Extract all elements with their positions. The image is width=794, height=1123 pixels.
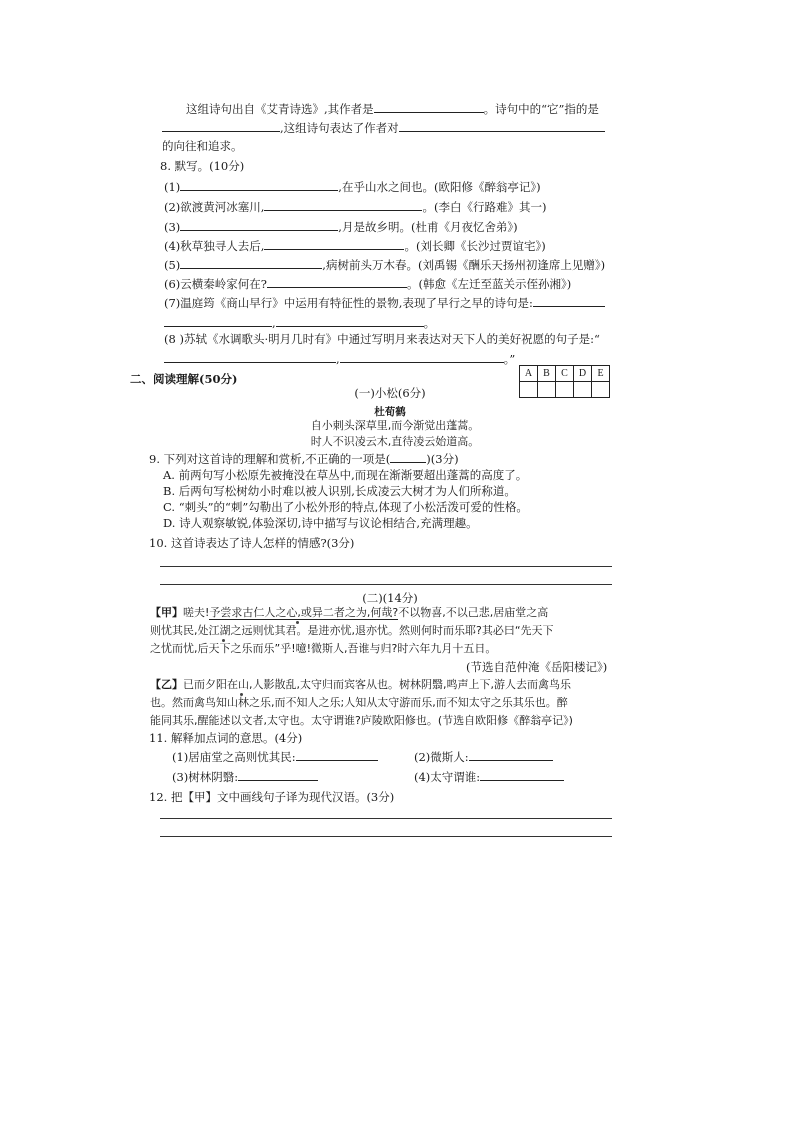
q8-item-8-cont: , 。” <box>164 350 515 367</box>
answer-line[interactable] <box>160 836 612 837</box>
q8-item-1: (1) ,在乎山水之间也。(欧阳修《醉翁亭记》) <box>164 180 541 194</box>
q8-item-2: (2)欲渡黄河冰塞川, 。(李白《行路难》其一) <box>164 200 547 214</box>
poem-author: 杜荀鹤 <box>374 406 406 418</box>
q8-item-5: (5) ,病树前头万木春。(刘禹锡《酬乐天扬州初逢席上见赠》) <box>164 258 606 272</box>
q7-line1: 这组诗句出自《艾青诗选》,其作者是 。诗句中的“它”指的是 <box>186 102 599 116</box>
poem-line: 自小刺头深草里,而今渐觉出蓬蒿。 <box>310 419 480 432</box>
emphasis-dot <box>296 621 299 624</box>
q8-title: 8. 默写。(10分) <box>160 159 245 173</box>
text-yi-line1: 【乙】已而夕阳在山,人影散乱,太守归而宾客从也。树林阴翳,鸣声上下,游人去而禽鸟乐 <box>150 678 571 691</box>
q8-item-4: (4)秋草独寻人去后, 。(刘长卿《长沙过贾谊宅》) <box>164 239 546 253</box>
q8-item-3: (3) ,月是故乡明。(杜甫《月夜忆舍弟》) <box>164 220 518 234</box>
q7-line2: ,这组诗句表达了作者对 <box>162 119 605 136</box>
poem-line: 时人不识凌云木,直待凌云始道高。 <box>310 435 480 448</box>
emphasis-dot <box>222 639 225 642</box>
answer-blank[interactable] <box>164 314 272 327</box>
answer-box-cell[interactable] <box>592 382 610 398</box>
text-jia-source: (节选自范仲淹《岳阳楼记》) <box>466 660 608 674</box>
q8-item-8: (8 )苏轼《水调歌头·明月几时有》中通过写明月来表达对天下人的美好祝愿的句子是:“ <box>164 332 600 346</box>
text-jia-line3: 之忧而忧,后天下之乐而乐”乎!噫!微斯人,吾谁与归?时六年九月十五日。 <box>150 642 497 655</box>
answer-blank[interactable] <box>238 768 318 781</box>
answer-line[interactable] <box>160 818 612 819</box>
q9-option-a: A. 前两句写小松原先被掩没在草丛中,而现在渐渐要超出蓬蒿的高度了。 <box>163 468 528 482</box>
answer-blank[interactable] <box>533 294 605 307</box>
answer-box <box>519 365 610 398</box>
answer-box-label: C <box>556 366 574 382</box>
answer-box-cell[interactable] <box>556 382 574 398</box>
answer-blank[interactable] <box>340 350 504 363</box>
answer-box-cell[interactable] <box>538 382 556 398</box>
answer-blank[interactable] <box>469 748 553 761</box>
text-jia-line1: 【甲】嗟夫!予尝求古仁人之心,或异二者之为,何哉?不以物喜,不以己悲,居庙堂之高 <box>150 606 549 619</box>
answer-box-label: E <box>592 366 610 382</box>
q8-item-7-cont: , 。 <box>164 314 435 331</box>
q7-line3: 的向往和追求。 <box>162 139 243 153</box>
text-yi-line2: 也。然而禽鸟知山林之乐,而不知人之乐;人知从太守游而乐,而不知太守之乐其乐也。醉 <box>150 696 568 709</box>
answer-box-cell[interactable] <box>520 382 538 398</box>
answer-blank[interactable] <box>264 198 422 211</box>
q11-item-1: (1)居庙堂之高则忧其民: <box>172 748 378 765</box>
q9-stem: 9. 下列对这首诗的理解和赏析,不正确的一项是( )(3分) <box>149 452 459 466</box>
q11-item-4: (4)太守谓谁: <box>414 768 564 785</box>
answer-box-label: A <box>520 366 538 382</box>
underlined-sentence: 予尝求古仁人之心,或异二者之为,何哉? <box>209 606 399 619</box>
answer-blank[interactable] <box>267 275 407 288</box>
answer-blank[interactable] <box>264 237 404 250</box>
text-yi-line3: 能同其乐,醒能述以文者,太守也。太守谓谁?庐陵欧阳修也。(节选自欧阳修《醉翁亭记》) <box>150 714 573 727</box>
q11-item-3: (3)树林阴翳: <box>172 768 318 785</box>
answer-blank[interactable] <box>180 178 338 191</box>
answer-blank[interactable] <box>374 100 484 113</box>
q11-item-2: (2)微斯人: <box>414 748 553 765</box>
poem-heading: (一)小松(6分) <box>354 386 426 400</box>
answer-line[interactable] <box>160 584 612 585</box>
answer-blank[interactable] <box>276 314 424 327</box>
q9-option-c: C. “刺头”的“刺”勾勒出了小松外形的特点,体现了小松活泼可爱的性格。 <box>163 500 528 514</box>
text-jia-line2: 则忧其民,处江湖之远则忧其君。是进亦忧,退亦忧。然则何时而乐耶?其必曰“先天下 <box>150 624 554 637</box>
answer-blank[interactable] <box>480 768 564 781</box>
answer-box-label: B <box>538 366 556 382</box>
answer-blank[interactable] <box>162 119 280 132</box>
q8-item-7: (7)温庭筠《商山早行》中运用有特征性的景物,表现了早行之早的诗句是: <box>164 294 605 311</box>
answer-blank[interactable] <box>399 119 605 132</box>
answer-blank[interactable] <box>296 748 378 761</box>
q9-option-b: B. 后两句写松树幼小时难以被人识别,长成凌云大树才为人们所称道。 <box>163 484 516 498</box>
answer-box-label: D <box>574 366 592 382</box>
q11-stem: 11. 解释加点词的意思。(4分) <box>149 731 303 745</box>
answer-box-cell[interactable] <box>574 382 592 398</box>
section-title: 二、阅读理解(50分) <box>130 372 238 386</box>
part2-heading: (二)(14分) <box>362 591 418 605</box>
answer-blank[interactable] <box>180 218 338 231</box>
answer-blank[interactable] <box>390 450 426 463</box>
q10-stem: 10. 这首诗表达了诗人怎样的情感?(3分) <box>149 536 355 550</box>
answer-line[interactable] <box>160 566 612 567</box>
emphasis-dot <box>240 693 243 696</box>
answer-blank[interactable] <box>164 350 336 363</box>
q9-option-d: D. 诗人观察敏锐,体验深切,诗中描写与议论相结合,充满理趣。 <box>163 516 478 530</box>
q12-stem: 12. 把【甲】文中画线句子译为现代汉语。(3分) <box>149 790 395 804</box>
answer-blank[interactable] <box>180 256 322 269</box>
q8-item-6: (6)云横秦岭家何在? 。(韩愈《左迁至蓝关示侄孙湘》) <box>164 277 572 291</box>
